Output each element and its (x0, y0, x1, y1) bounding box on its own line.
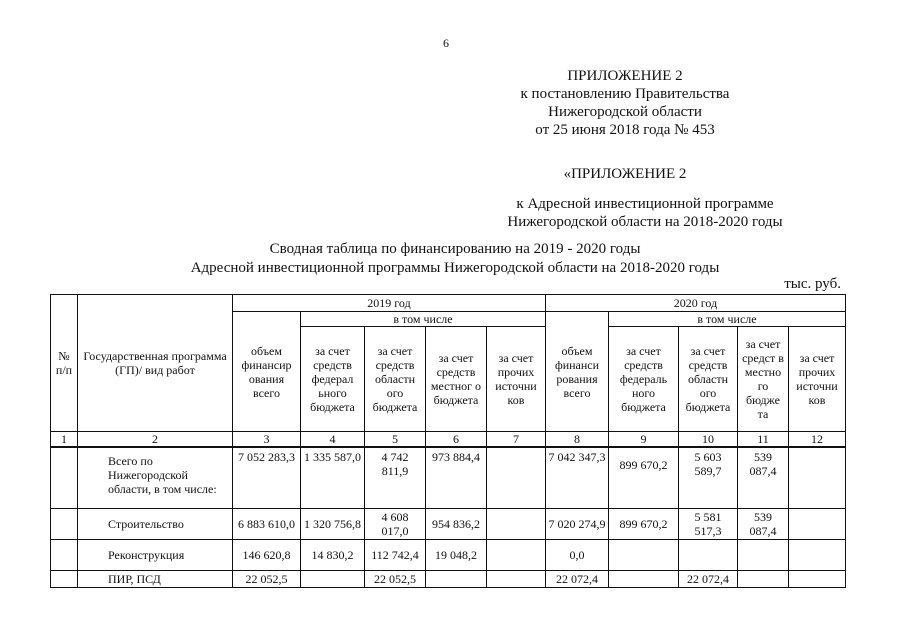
table-title-line2: Адресной инвестиционной программы Нижегородской области на 2018-2020 годы (190, 260, 720, 276)
column-number: 7 (487, 432, 546, 448)
cell-regional-2020: 5 581 517,3 (679, 509, 738, 540)
cell-regional-2019: 112 742,4 (365, 540, 426, 571)
cell-regional-2019: 22 052,5 (365, 571, 426, 588)
header-regional-2020: за счет средств областн ого бюджета (679, 327, 738, 432)
header-total-2019: объем финансир ования всего (233, 312, 301, 432)
header-year-2020: 2020 год (546, 295, 846, 312)
cell-total-2020: 7 020 274,9 (546, 509, 609, 540)
column-number: 1 (51, 432, 78, 448)
column-number: 10 (679, 432, 738, 448)
header-local-2019: за счет средств местног о бюджета (426, 327, 487, 432)
cell-regional-2019: 4 742 811,9 (365, 447, 426, 509)
page-number: 6 (443, 36, 449, 50)
column-numbers-row (51, 432, 846, 448)
cell-federal-2019: 1 320 756,8 (301, 509, 365, 540)
cell-federal-2020 (609, 540, 679, 571)
cell-regional-2020 (679, 540, 738, 571)
column-number: 9 (609, 432, 679, 448)
header-total-2020: объем финанси рования всего (546, 312, 609, 432)
cell-local-2019: 954 836,2 (426, 509, 487, 540)
header-other-2019: за счет прочих источни ков (487, 327, 546, 432)
cell-total-2019: 146 620,8 (233, 540, 301, 571)
header-local-2020: за счет средст в местно го бюдже та (738, 327, 789, 432)
header-year-2019: 2019 год (233, 295, 546, 312)
cell-total-2019: 7 052 283,3 (233, 447, 301, 509)
cell-total-2020: 7 042 347,3 (546, 447, 609, 509)
table-row (51, 447, 846, 509)
column-number: 5 (365, 432, 426, 448)
column-number: 2 (78, 432, 233, 448)
cell-federal-2019: 1 335 587,0 (301, 447, 365, 509)
cell-federal-2020 (609, 571, 679, 588)
cell-other-2019 (487, 509, 546, 540)
appendix-header-line3: Нижегородской области на 2018-2020 годы (507, 214, 783, 230)
row-name: Реконструкция (78, 540, 233, 571)
appendix-header-line1: «ПРИЛОЖЕНИЕ 2 (563, 166, 687, 182)
row-name: ПИР, ПСД (78, 571, 233, 588)
table-title-line1: Сводная таблица по финансированию на 2019 - 2020 годы (269, 241, 641, 257)
header-program: Государственная программа (ГП)/ вид работ (78, 295, 233, 432)
header-regional-2019: за счет средств областн ого бюджета (365, 327, 426, 432)
cell-total-2019: 22 052,5 (233, 571, 301, 588)
cell-other-2020 (789, 540, 846, 571)
header-including-2019: в том числе (301, 312, 546, 327)
cell-local-2019: 973 884,4 (426, 447, 487, 509)
cell-regional-2020: 22 072,4 (679, 571, 738, 588)
cell-local-2020: 539 087,4 (738, 447, 789, 509)
row-name: Всего по Нижегородской области, в том числе: (78, 447, 233, 509)
decree-header-line4: от 25 июня 2018 года № 453 (535, 122, 715, 138)
cell-federal-2020: 899 670,2 (609, 509, 679, 540)
appendix-header (465, 165, 825, 231)
decree-header (465, 67, 785, 139)
cell-total-2020: 22 072,4 (546, 571, 609, 588)
cell-local-2019 (426, 571, 487, 588)
row-name: Строительство (78, 509, 233, 540)
cell-local-2020 (738, 571, 789, 588)
cell-federal-2020: 899 670,2 (609, 447, 679, 509)
cell-local-2020 (738, 540, 789, 571)
cell-local-2020: 539 087,4 (738, 509, 789, 540)
column-number: 8 (546, 432, 609, 448)
decree-header-line2: к постановлению Правительства (520, 86, 730, 102)
decree-header-line3: Нижегородской области (548, 104, 702, 120)
column-number: 12 (789, 432, 846, 448)
header-federal-2019: за счет средств федерал ьного бюджета (301, 327, 365, 432)
column-number: 6 (426, 432, 487, 448)
table-row (51, 509, 846, 540)
cell-other-2020 (789, 571, 846, 588)
cell-total-2019: 6 883 610,0 (233, 509, 301, 540)
column-number: 3 (233, 432, 301, 448)
appendix-header-line2: к Адресной инвестиционной программе (516, 196, 774, 212)
decree-header-line1: ПРИЛОЖЕНИЕ 2 (567, 68, 683, 84)
header-including-2020: в том числе (609, 312, 846, 327)
column-number: 4 (301, 432, 365, 448)
units-label: тыс. руб. (784, 276, 841, 292)
table-row (51, 571, 846, 588)
cell-other-2020 (789, 509, 846, 540)
cell-local-2019: 19 048,2 (426, 540, 487, 571)
cell-total-2020: 0,0 (546, 540, 609, 571)
cell-regional-2020: 5 603 589,7 (679, 447, 738, 509)
cell-other-2020 (789, 447, 846, 509)
cell-other-2019 (487, 571, 546, 588)
financing-table (50, 294, 846, 588)
cell-federal-2019: 14 830,2 (301, 540, 365, 571)
cell-other-2019 (487, 447, 546, 509)
header-no: № п/п (51, 295, 78, 432)
cell-regional-2019: 4 608 017,0 (365, 509, 426, 540)
cell-other-2019 (487, 540, 546, 571)
header-other-2020: за счет прочих источни ков (789, 327, 846, 432)
header-federal-2020: за счет средств федераль ного бюджета (609, 327, 679, 432)
column-number: 11 (738, 432, 789, 448)
table-title (130, 240, 780, 278)
table-row (51, 540, 846, 571)
cell-federal-2019 (301, 571, 365, 588)
